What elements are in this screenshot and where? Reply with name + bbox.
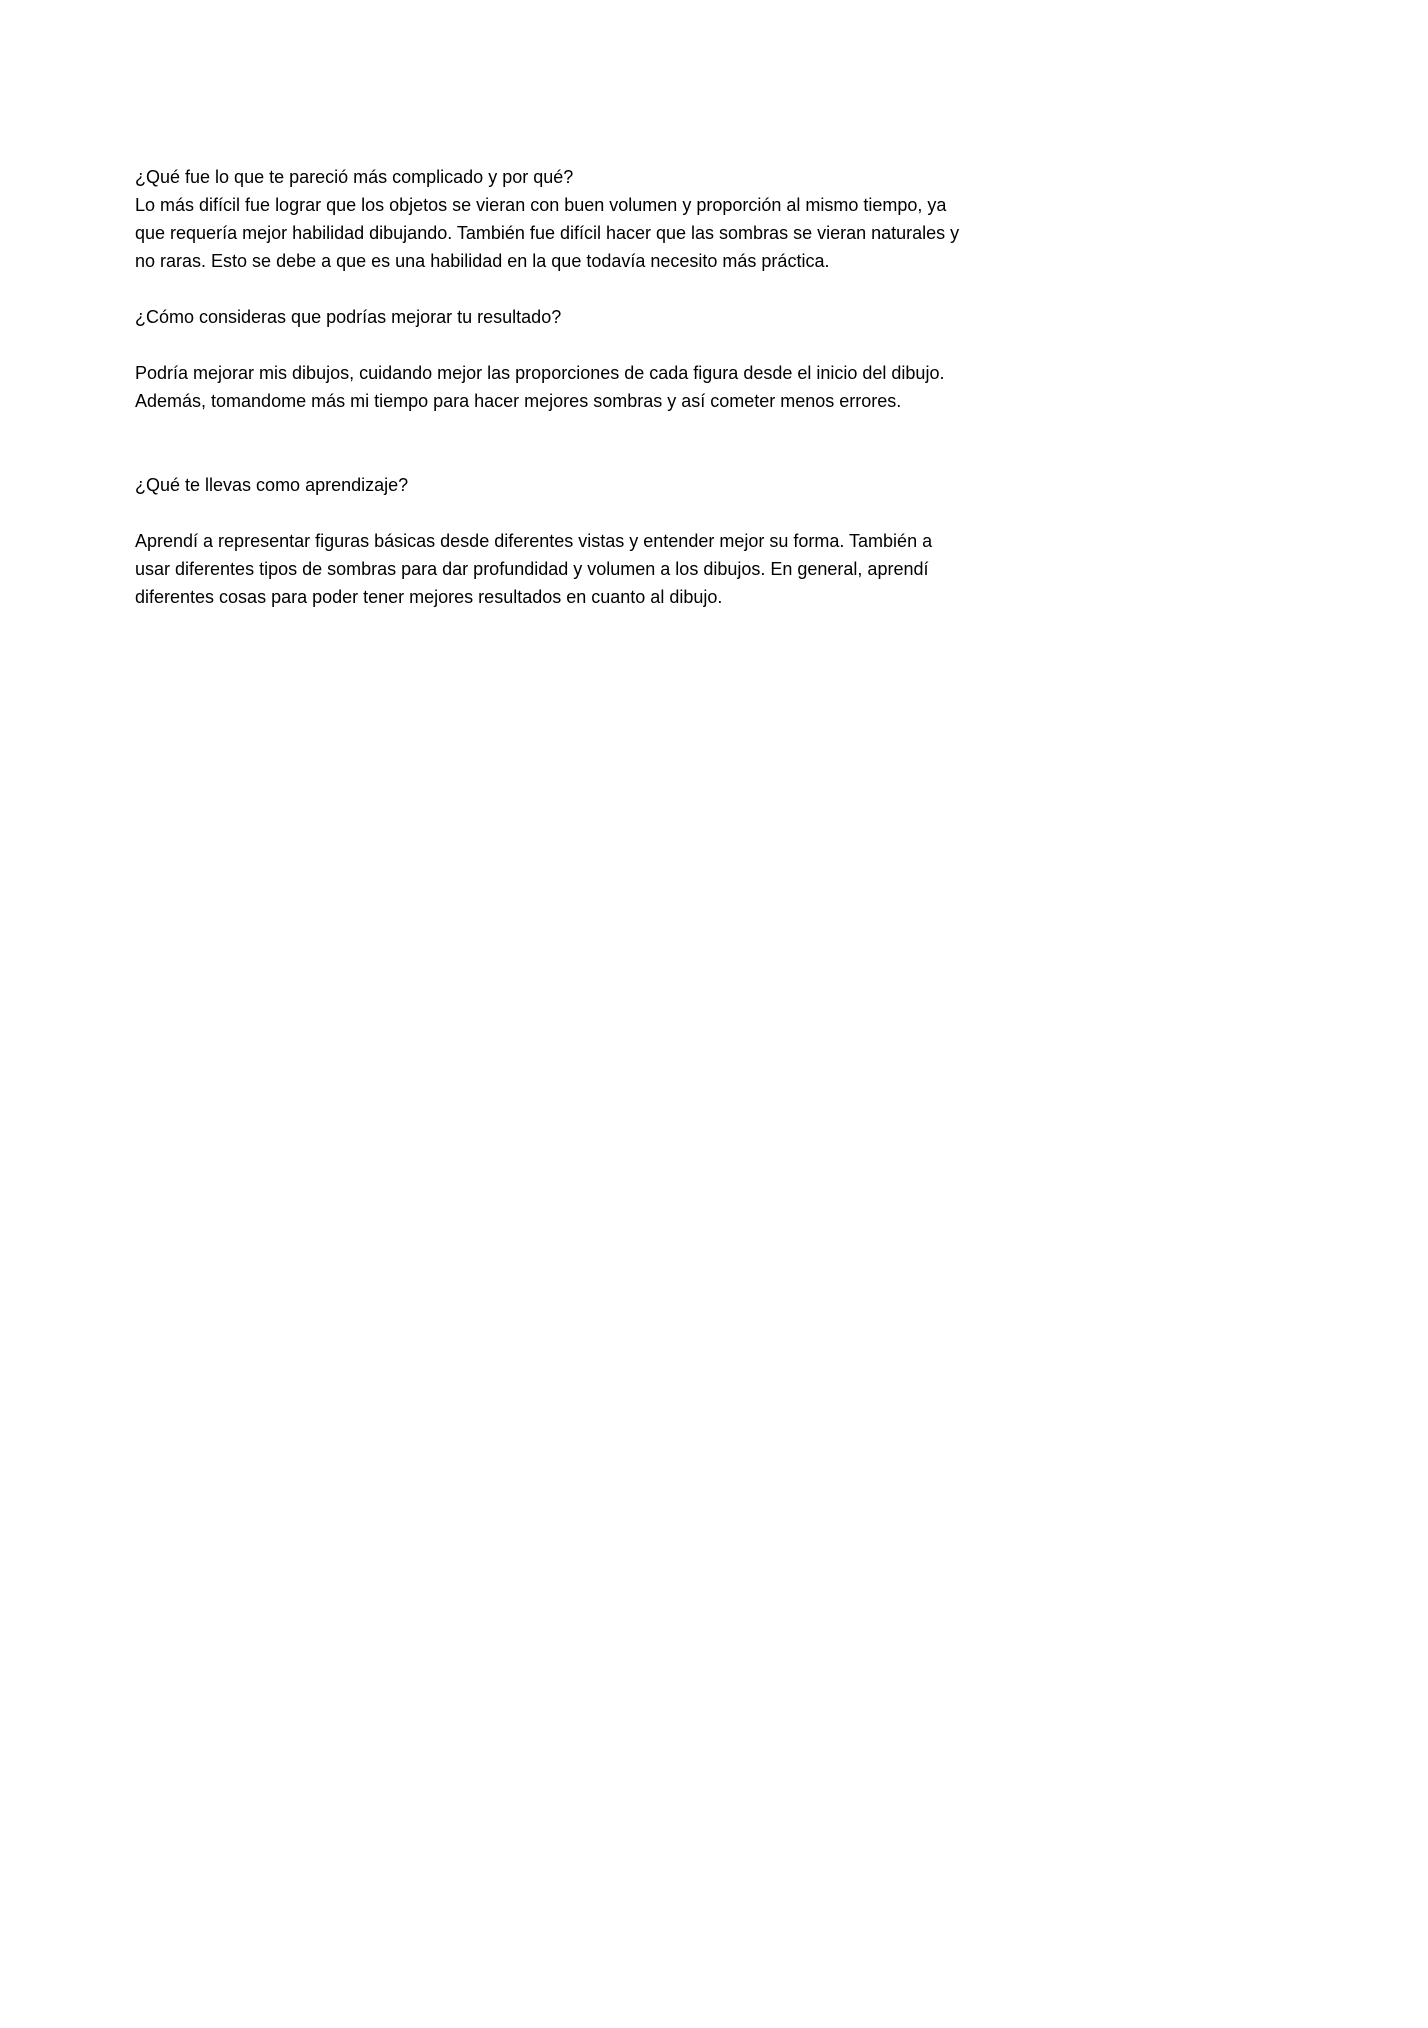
question-text: ¿Qué te llevas como aprendizaje?	[135, 475, 409, 495]
qa-section-aprendizaje	[135, 471, 960, 611]
answer-text: Podría mejorar mis dibujos, cuidando mejor las proporciones de cada figura desde el inicio del dibujo. Además, tomandome más mi tiempo para hacer mejores sombras y así cometer menos errores.	[135, 363, 945, 411]
question-text: ¿Cómo consideras que podrías mejorar tu resultado?	[135, 307, 562, 327]
answer-text: Lo más difícil fue lograr que los objetos se vieran con buen volumen y proporción al mismo tiempo, ya que requería mejor habilidad dibujando. También fue difícil hacer que las sombras se vieran naturales y no raras. Esto se debe a que es una habilidad en la que todavía necesito más práctica.	[135, 195, 960, 271]
qa-section-complicado	[135, 163, 960, 275]
document-body	[135, 163, 960, 611]
question-text: ¿Qué fue lo que te pareció más complicado y por qué?	[135, 167, 574, 187]
answer-text: Aprendí a representar figuras básicas desde diferentes vistas y entender mejor su forma. También a usar diferentes tipos de sombras para dar profundidad y volumen a los dibujos. En general, aprendí diferentes cosas para poder tener mejores resultados en cuanto al dibujo.	[135, 531, 933, 607]
qa-section-mejorar	[135, 303, 960, 415]
